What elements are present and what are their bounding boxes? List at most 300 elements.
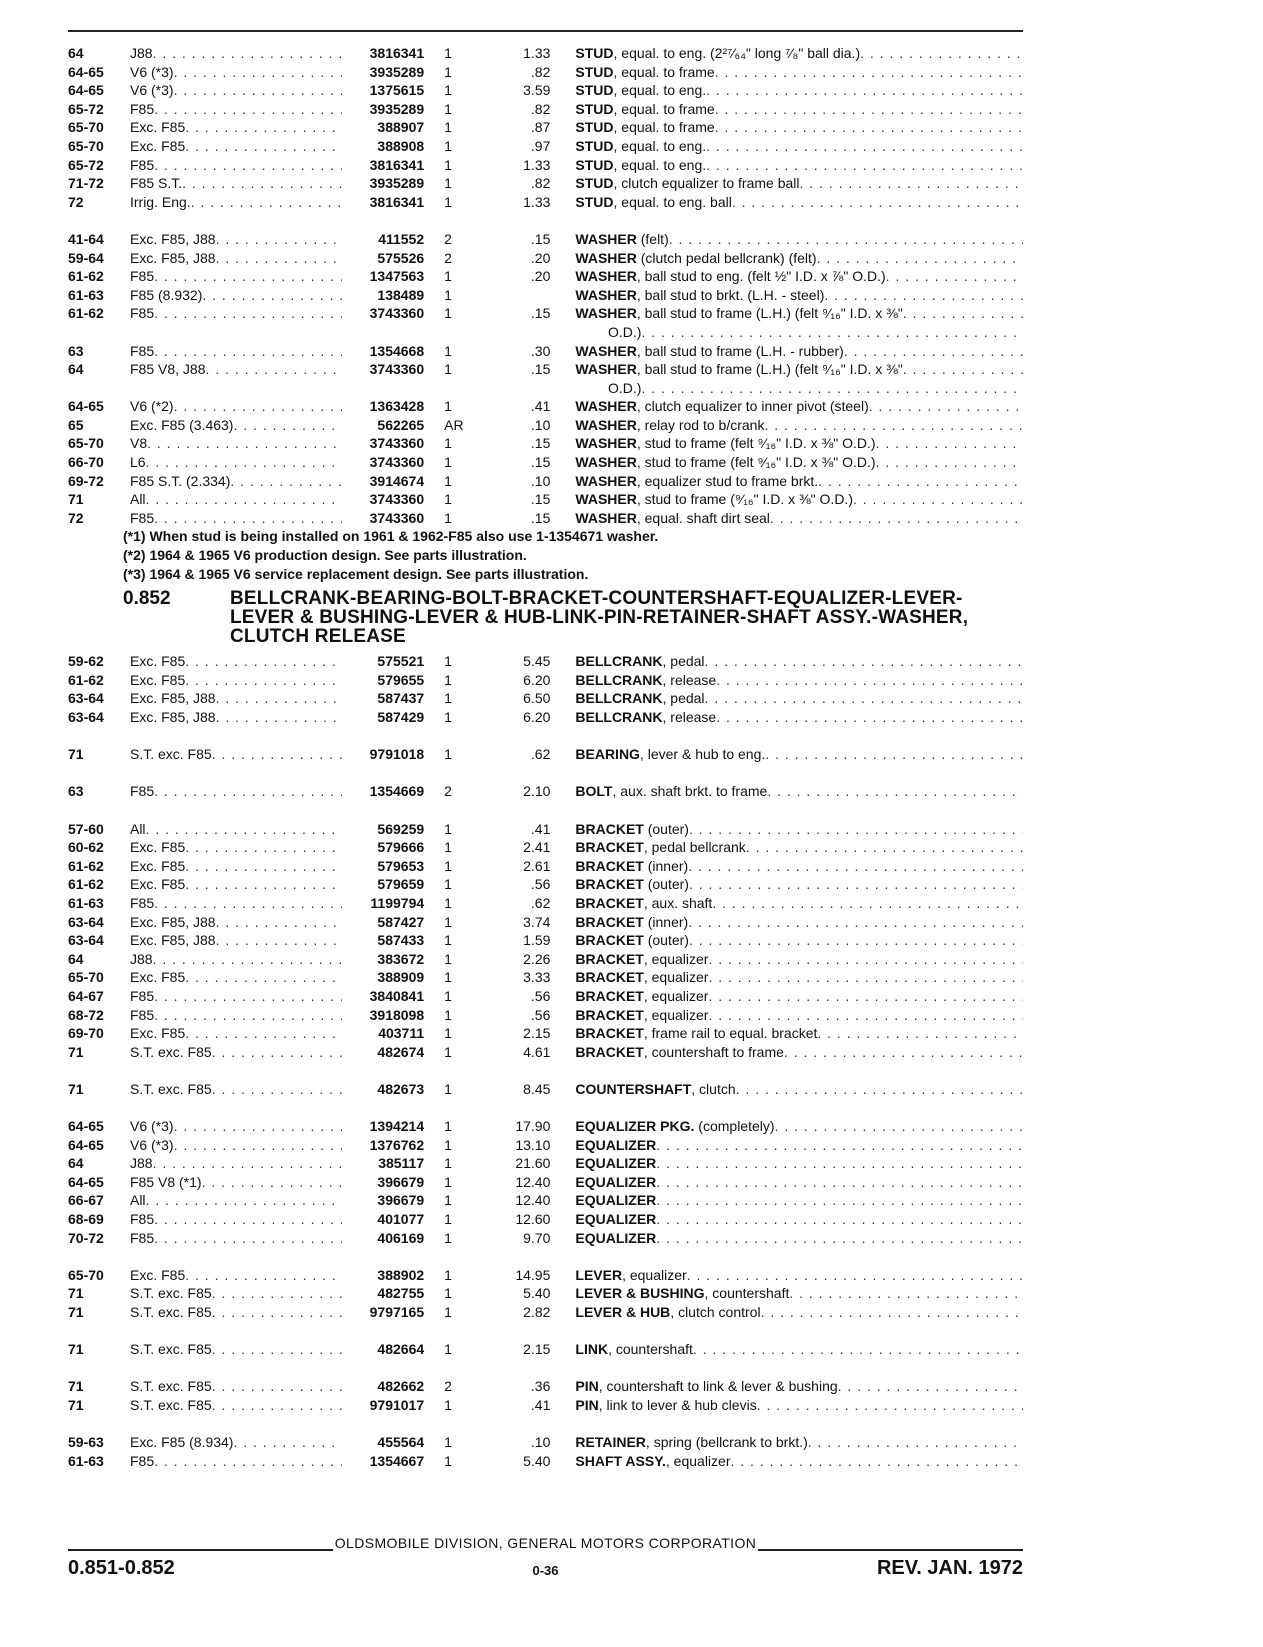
part-row [68,453,1023,472]
quantity: 1 [444,746,452,763]
quantity: 1 [444,1304,452,1320]
application: J88 . . . [130,44,342,63]
quantity: 1 [444,839,452,856]
part-number: 1394214 [369,1118,425,1135]
quantity: 1 [444,1192,452,1209]
price: 12.40 [515,1192,551,1209]
application: Exc. F85 . . . [130,118,342,137]
item-detail: , equal. to frame [613,119,715,136]
quantity: 1 [444,1341,452,1358]
model-years: 64-65 [68,63,104,80]
application: Irrig. Eng. . . . [130,193,342,212]
part-row [68,950,1023,969]
application: J88 . . . [130,1154,342,1173]
part-row [68,1117,1023,1136]
item-name: BOLT [575,783,613,800]
part-row [68,360,1023,379]
item-name: STUD [575,100,614,117]
item-name: WASHER [575,249,637,266]
part-number: 9797165 [369,1304,425,1320]
part-row [68,1154,1023,1173]
description [550,1229,1023,1248]
item-detail: , stud to frame (felt ⁹⁄₁₆" I.D. x ⅜" O.D.) [636,435,876,452]
part-row [68,968,1023,987]
description [550,193,1023,212]
part-number: 3816341 [369,156,425,173]
application: Exc. F85, J88 . . . [130,708,342,727]
footer-line [68,1535,1023,1551]
model-years: 64-65 [68,1136,104,1153]
model-years: 61-63 [68,286,104,303]
part-number: 579659 [377,876,425,893]
part-row [68,671,1023,690]
part-row [68,745,1023,764]
part-row [68,1191,1023,1210]
part-row [68,100,1023,119]
part-number: 1354667 [369,1452,425,1469]
quantity: 1 [444,913,452,930]
price: .41 [530,398,551,415]
quantity: 2 [444,1378,452,1395]
item-name: LEVER & HUB [575,1304,671,1320]
part-row [68,63,1023,82]
quantity: 1 [444,175,452,192]
spacer [68,727,1023,746]
description [550,1377,1023,1396]
application: F85 . . . [130,782,342,801]
section-range: 0.851-0.852 [68,1557,175,1579]
quantity: 1 [444,653,452,670]
model-years: 63 [68,783,84,800]
item-name: BRACKET [575,857,644,874]
part-row [68,652,1023,671]
part-row [68,509,1023,528]
part-number: 1347563 [369,268,425,285]
part-row [68,397,1023,416]
part-row [68,1173,1023,1192]
quantity: 1 [444,193,452,210]
price: .97 [530,137,551,154]
spacer [68,1415,1023,1434]
application: Exc. F85 . . . [130,652,342,671]
part-number: 388902 [377,1266,425,1283]
price: .82 [530,175,551,192]
model-years: 65-70 [68,435,104,452]
continuation-line: O.D.) . . . [68,323,1023,342]
part-row [68,857,1023,876]
part-row [68,894,1023,913]
item-name: STUD [575,175,614,192]
part-number: 388908 [377,137,425,154]
quantity: 1 [444,1136,452,1153]
description [550,652,1023,671]
item-detail: , equal. to frame [613,100,715,117]
part-number: 1363428 [369,398,425,415]
part-number: 3743360 [369,435,425,452]
quantity: 1 [444,1173,452,1190]
model-years: 66-70 [68,454,104,471]
quantity: 2 [444,783,452,800]
item-name: WASHER [575,230,637,247]
description [550,304,1023,323]
part-row [68,1266,1023,1285]
description [550,987,1023,1006]
item-detail: , pedal [662,690,705,707]
item-name: WASHER [575,398,637,415]
application: F85 S.T. . . . [130,174,342,193]
price: 17.90 [515,1118,551,1135]
item-detail: , frame rail to equal. bracket [643,1025,818,1042]
application: F85 . . . [130,267,342,286]
item-name: STUD [575,82,614,99]
item-detail: , equal. shaft dirt seal [636,509,770,526]
application: F85 . . . [130,342,342,361]
part-number: 579653 [377,857,425,874]
part-row [68,249,1023,268]
model-years: 72 [68,509,84,526]
model-years: 61-63 [68,894,104,911]
part-number: 396679 [377,1173,425,1190]
quantity: 1 [444,1452,452,1469]
part-row [68,1377,1023,1396]
description [550,509,1023,528]
part-row [68,1024,1023,1043]
price: 6.50 [523,690,551,707]
part-row [68,987,1023,1006]
price: 1.33 [523,193,551,210]
application: F85 . . . [130,1006,342,1025]
part-number: 3743360 [369,454,425,471]
item-name: STUD [575,156,614,173]
part-number: 575526 [377,249,425,266]
price: 21.60 [515,1155,551,1172]
application: Exc. F85 . . . [130,671,342,690]
part-number: 569259 [377,820,425,837]
part-number: 482662 [377,1378,425,1395]
part-number: 401077 [377,1211,425,1228]
price: 8.45 [523,1080,551,1097]
description [550,416,1023,435]
item-detail: , equalizer stud to frame brkt. [636,472,819,489]
model-years: 61-62 [68,876,104,893]
parts-catalog-page [68,30,1023,1470]
part-number: 3935289 [369,100,425,117]
item-detail: , aux. shaft [643,894,713,911]
model-years: 65-70 [68,1266,104,1283]
item-name: BRACKET [575,876,644,893]
item-detail: , equal. to eng. (2²⁷⁄₆₄" long ⁷⁄₈" ball dia.) [613,45,861,61]
application: S.T. exc. F85 . . . [130,1340,342,1359]
application: F85 . . . [130,100,342,119]
price: .82 [530,63,551,80]
application: Exc. F85 . . . [130,838,342,857]
application: F85 . . . [130,894,342,913]
item-name: BRACKET [575,1006,644,1023]
application: V8 . . . [130,434,342,453]
part-row [68,81,1023,100]
model-years: 65-70 [68,119,104,136]
model-years: 63-64 [68,690,104,707]
description [550,1191,1023,1210]
part-row [68,174,1023,193]
quantity: 1 [444,435,452,452]
item-name: EQUALIZER [575,1211,657,1228]
item-detail: (inner) [643,857,689,874]
description [550,1006,1023,1025]
application: F85 S.T. (2.334) . . . [130,472,342,491]
model-years: 60-62 [68,839,104,856]
washer-rows-2 [68,342,1023,379]
price: .15 [530,435,551,452]
page-number: 0-36 [532,1563,559,1578]
item-detail: , equalizer [622,1266,687,1283]
quantity: 1 [444,119,452,136]
part-number: 1376762 [369,1136,425,1153]
item-name: RETAINER [575,1434,646,1451]
application: V6 (*3) . . . [130,63,342,82]
item-name: WASHER [575,305,637,322]
description [550,708,1023,727]
quantity: 1 [444,950,452,967]
section-heading [68,589,1023,646]
description [550,1284,1023,1303]
part-number: 587437 [377,690,425,707]
continuation-line: O.D.) . . . [68,379,1023,398]
item-name: STUD [575,137,614,154]
model-years: 64 [68,950,84,967]
part-row [68,472,1023,491]
application: S.T. exc. F85 . . . [130,1377,342,1396]
model-years: 65-72 [68,156,104,173]
part-number: 3935289 [369,175,425,192]
quantity: 1 [444,63,452,80]
application: L6 . . . [130,453,342,472]
quantity: 1 [444,305,452,322]
item-name: BRACKET [575,913,644,930]
item-name: EQUALIZER [575,1192,657,1209]
quantity: 1 [444,1006,452,1023]
description [550,1080,1023,1099]
item-name: LEVER & BUSHING [575,1285,705,1302]
part-row [68,1006,1023,1025]
quantity: 1 [444,361,452,378]
section-title: BELLCRANK-BEARING-BOLT-BRACKET-COUNTERSHAFT-EQUALIZER-LEVER-LEVER & BUSHING-LEVER & HUB-LINK-PIN-RETAINER-SHAFT ASSY.-WASHER, CLUTCH RELEASE [230,588,969,648]
spacer [68,801,1023,820]
quantity: 1 [444,894,452,911]
price: .15 [530,509,551,526]
part-row [68,267,1023,286]
price: 2.82 [523,1304,551,1320]
model-years: 70-72 [68,1229,104,1246]
description [550,782,1023,801]
price: 3.33 [523,969,551,986]
model-years: 71 [68,1285,84,1302]
price: .56 [530,987,551,1004]
item-name: BRACKET [575,839,644,856]
item-detail: , equalizer [665,1452,731,1469]
model-years: 64-65 [68,82,104,99]
model-years: 61-62 [68,857,104,874]
item-detail: , clutch [691,1080,736,1097]
part-row [68,156,1023,175]
item-detail: , equalizer [643,950,709,967]
item-name: WASHER [575,491,637,508]
item-detail: , equalizer [643,1006,709,1023]
item-name: WASHER [575,435,637,452]
application: Exc. F85, J88 . . . [130,689,342,708]
application: F85 . . . [130,304,342,323]
footnote: (*2) 1964 & 1965 V6 production design. See parts illustration. [123,547,527,564]
item-detail: , clutch control [670,1304,761,1320]
quantity: 1 [444,1396,452,1413]
application: All . . . [130,1191,342,1210]
description [550,968,1023,987]
item-detail: , equal. to eng. [613,137,707,154]
part-number: 587433 [377,932,425,949]
quantity: 1 [444,1043,452,1060]
description [550,1173,1023,1192]
item-detail: (clutch pedal bellcrank) (felt) [636,249,817,266]
application: F85 . . . [130,1210,342,1229]
item-detail: (inner) [643,913,689,930]
part-number: 396679 [377,1192,425,1209]
application: J88 . . . [130,950,342,969]
quantity: 2 [444,249,452,266]
price: 13.10 [515,1136,551,1153]
description [550,100,1023,119]
price: 12.60 [515,1211,551,1228]
description [550,63,1023,82]
description [550,137,1023,156]
item-name: BRACKET [575,1043,644,1060]
price: 9.70 [523,1229,551,1246]
item-detail: (felt) [636,230,669,247]
model-years: 71 [68,1341,84,1358]
part-row [68,118,1023,137]
part-number: 3914674 [369,472,425,489]
item-detail: , countershaft to frame [643,1043,784,1060]
item-detail: , ball stud to eng. (felt ½" I.D. x ⅞" O.D.) [636,268,886,285]
item-name: BELLCRANK [575,653,663,670]
price: .56 [530,876,551,893]
spacer [68,764,1023,783]
item-name: STUD [575,45,614,61]
model-years: 63-64 [68,913,104,930]
price: .15 [530,454,551,471]
model-years: 63-64 [68,709,104,725]
description [550,671,1023,690]
stud-rows [68,44,1023,211]
model-years: 64-65 [68,1118,104,1135]
item-detail: , stud to frame (⁹⁄₁₆" I.D. x ⅜" O.D.) [636,491,853,508]
description [550,913,1023,932]
model-years: 61-63 [68,1452,104,1469]
price: .87 [530,119,551,136]
price: .10 [530,1434,551,1451]
description [550,931,1023,950]
part-row [68,931,1023,950]
model-years: 64-65 [68,1173,104,1190]
item-name: BRACKET [575,987,644,1004]
item-detail: , aux. shaft brkt. to frame [612,783,768,800]
model-years: 69-72 [68,472,104,489]
model-years: 63-64 [68,932,104,949]
item-name: WASHER [575,361,637,378]
price: .41 [530,820,551,837]
part-number: 403711 [378,1025,425,1042]
part-row [68,1433,1023,1452]
part-number: 587429 [377,709,425,725]
part-row [68,820,1023,839]
price: .82 [530,100,551,117]
item-detail: (outer) [643,876,689,893]
model-years: 64 [68,361,84,378]
item-name: BRACKET [575,894,644,911]
part-row [68,490,1023,509]
quantity: 1 [444,491,452,508]
part-number: 575521 [377,653,425,670]
description [550,1136,1023,1155]
division-name: OLDSMOBILE DIVISION, GENERAL MOTORS CORPORATION [334,1535,757,1551]
part-number: 3816341 [369,45,425,61]
part-row [68,1080,1023,1099]
footnotes [68,527,1023,583]
application: Exc. F85 . . . [130,875,342,894]
part-number: 138489 [377,286,425,303]
application: Exc. F85 (3.463) . . . [130,416,342,435]
description [550,689,1023,708]
item-name: STUD [575,119,614,136]
part-row [68,1340,1023,1359]
item-name: BRACKET [575,820,644,837]
application: F85 . . . [130,509,342,528]
quantity: 1 [444,82,452,99]
price: 2.15 [523,1341,551,1358]
part-number: 1199794 [370,894,425,911]
quantity: 1 [444,1118,452,1135]
description [550,230,1023,249]
description [550,1210,1023,1229]
quantity: 1 [444,932,452,949]
item-detail: (completely) [694,1118,775,1135]
description [550,249,1023,268]
quantity: 1 [444,671,452,688]
price: 1.59 [523,932,551,949]
description [550,950,1023,969]
item-detail: , clutch equalizer to inner pivot (steel) [636,398,869,415]
model-years: 71 [68,1396,84,1413]
model-years: 59-62 [68,653,104,670]
application: Exc. F85 . . . [130,1266,342,1285]
price: 3.59 [523,82,551,99]
price: 1.33 [523,45,551,61]
model-years: 63 [68,342,84,359]
application: F85 . . . [130,987,342,1006]
quantity: 1 [444,1080,452,1097]
top-rule [68,30,1023,32]
part-row [68,416,1023,435]
quantity: 1 [444,1025,452,1042]
part-number: 482664 [377,1341,425,1358]
description [550,286,1023,305]
item-detail: (outer) [643,932,689,949]
description [550,434,1023,453]
part-number: 1375615 [369,82,425,99]
item-name: COUNTERSHAFT [575,1080,692,1097]
item-detail: , ball stud to frame (L.H. - rubber) [636,342,844,359]
page-footer [68,1535,1023,1583]
description [550,1154,1023,1173]
